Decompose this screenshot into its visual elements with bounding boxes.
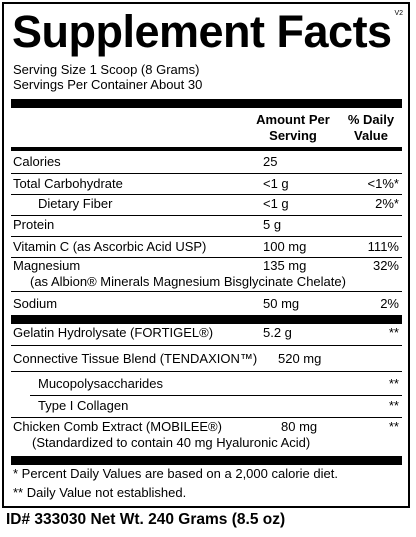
thick-rule	[11, 315, 402, 324]
row-divider	[11, 345, 402, 346]
panel-title: Supplement Facts	[12, 6, 392, 57]
servings-per-container: Servings Per Container About 30	[13, 77, 203, 92]
thick-rule	[11, 456, 402, 465]
footnote-not-established: ** Daily Value not established.	[13, 485, 187, 500]
ingredient-standardization-note: (Standardized to contain 40 mg Hyaluronic Acid)	[32, 435, 311, 450]
row-divider	[11, 194, 402, 195]
version-mark: V2	[394, 10, 403, 17]
row-divider	[11, 417, 402, 418]
amount-header: Amount Per Serving	[256, 112, 330, 143]
footnote-daily-values: * Percent Daily Values are based on a 2,000 calorie diet.	[13, 466, 338, 481]
daily-value-header: % Daily Value	[347, 112, 395, 143]
row-divider	[11, 291, 402, 292]
supplement-facts-panel: Supplement Facts V2 Serving Size 1 Scoop (8 Grams) Servings Per Container About 30 Amount Per Serving % Daily Value Calories 25 Total Carbohydrate <1 g <1%* Dietary Fiber <1 g 2%* Protein 5 g Vitamin C (as Ascorbic Acid USP) 100 mg 111% Magnesium 135 mg 32% (as Albion® Minerals Magnesium Bisglycinate Chelate) Sodium 50 mg 2% Gelatin Hydrolysate (FORTIGEL®) 5.2 g ** Connective Tissue Blend (TENDAXION™) 520 mg Mucopolysaccharides ** Type I Collagen ** Chicken Comb Extract (MOBILEE®) 80 mg ** (Standardized to contain 40 mg Hyaluronic Acid) * Percent Daily Values are based on a 2,000 calorie diet. ** Daily Value not established.	[2, 2, 410, 508]
row-divider	[11, 371, 402, 372]
thick-rule	[11, 99, 402, 108]
row-divider	[11, 215, 402, 216]
product-id-net-weight: ID# 333030 Net Wt. 240 Grams (8.5 oz)	[6, 511, 286, 528]
row-divider	[11, 236, 402, 237]
header-rule	[11, 147, 402, 151]
nutrient-source-note: (as Albion® Minerals Magnesium Bisglycinate Chelate)	[30, 274, 346, 289]
row-divider	[30, 395, 402, 396]
row-divider	[11, 173, 402, 174]
serving-size: Serving Size 1 Scoop (8 Grams)	[13, 62, 200, 77]
serving-info	[13, 62, 202, 92]
